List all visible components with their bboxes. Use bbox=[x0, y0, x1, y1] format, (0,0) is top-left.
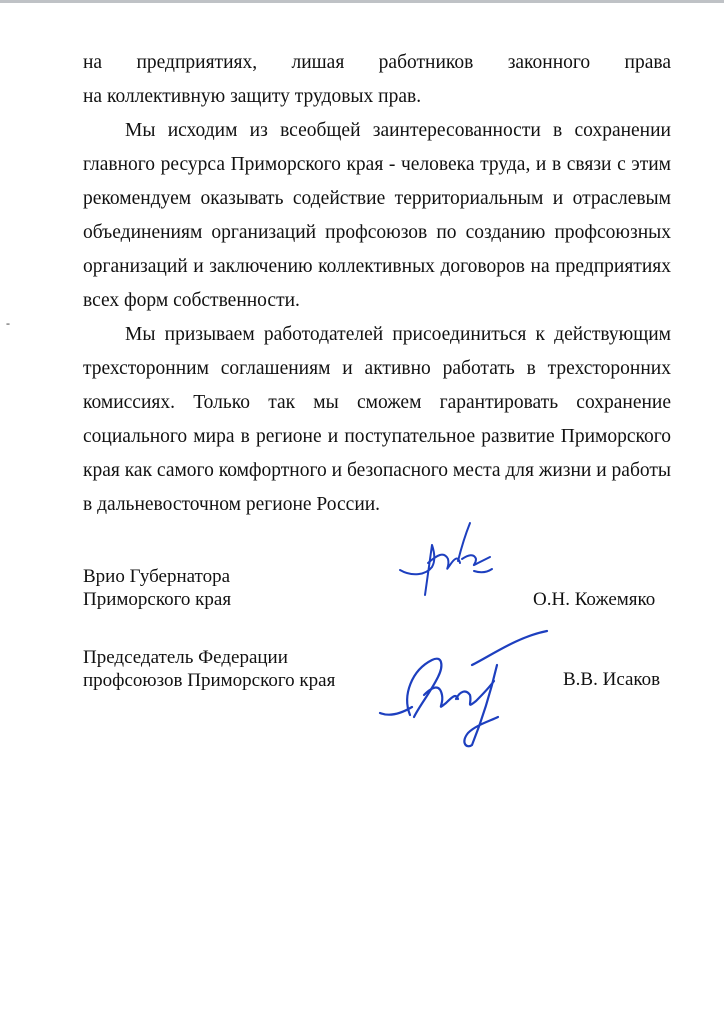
scan-margin-mark: - bbox=[6, 316, 10, 330]
signature-1-image bbox=[392, 515, 502, 600]
signatory-2-title bbox=[83, 646, 335, 692]
continuation-paragraph bbox=[83, 46, 671, 114]
scan-top-edge bbox=[0, 0, 724, 3]
signatory-1-title-line-2: Приморского края bbox=[83, 589, 232, 610]
signatory-2-title-line-1: Председатель Федерации bbox=[83, 647, 288, 668]
signature-2-image bbox=[372, 625, 562, 750]
paragraph-2: Мы призываем работодателей присоединиться к действующим трехсторонним соглашениям и активно работать в трехсторонних комиссиях. Только так мы сможем гарантировать сохранение социального мира в регионе и поступательное развитие Приморского края как самого комфортного и безопасного места для жизни и работы в дальневосточном регионе России. bbox=[83, 324, 671, 515]
signatory-1-title-line-1: Врио Губернатора bbox=[83, 566, 231, 587]
continuation-line-1: на предприятиях, лишая работников законного права bbox=[83, 52, 671, 73]
signatory-2-name: В.В. Исаков bbox=[563, 669, 661, 690]
signatory-1-name: О.Н. Кожемяко bbox=[533, 589, 656, 610]
signatory-1-title bbox=[83, 565, 231, 611]
signatory-2-title-line-2: профсоюзов Приморского края bbox=[83, 670, 336, 691]
continuation-line-2: на коллективную защиту трудовых прав. bbox=[83, 86, 422, 107]
document-body bbox=[83, 46, 671, 522]
paragraph-1: Мы исходим из всеобщей заинтересованности в сохранении главного ресурса Приморского края - человека труда, и в связи с этим рекомендуем оказывать содействие территориальным и отраслевым объединениям организаций профсоюзов по созданию профсоюзных организаций и заключению коллективных договоров на предприятиях всех форм собственности. bbox=[83, 120, 671, 311]
